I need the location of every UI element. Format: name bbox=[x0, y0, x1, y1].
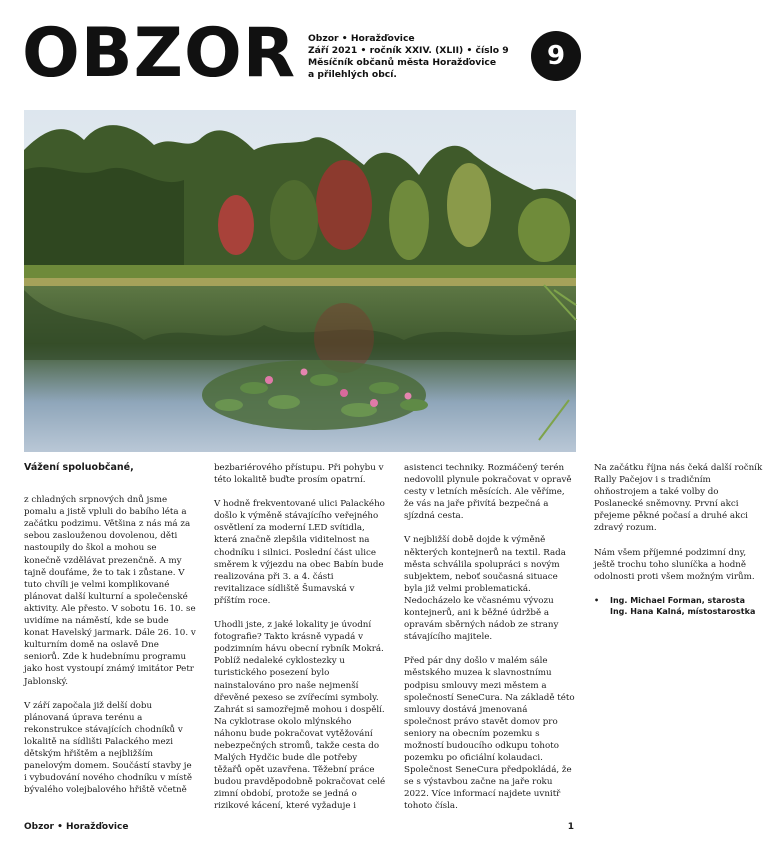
article-paragraph: z chladných srpnových dnů jsme pomalu a jistě vpluli do babího léta a začátku podzimu. Většina z nás má za sebou zaslouženou dovolenou, děti nastoupily do škol a mohou se konečně vzdělávat prezenčně. A my tajně doufáme, že to tak i zůstane. V tuto chvíli je velmi komplikované plánovat další kulturní a společenské aktivity. Ale přesto. V sobotu 16. 10. se uvidíme na náměstí, kde se bude konat Havelský jarmark. Dále 26. 10. v kulturním domě na oslavě Dne seniorů. Zde k hudebnímu programu jako host vystoupí známý imitátor Petr Jablonský. bbox=[24, 495, 196, 687]
masthead-title: OBZOR bbox=[22, 14, 297, 93]
masthead-description: Měsíčník občanů města Horažďovice bbox=[308, 57, 497, 68]
masthead-description-cont: a přilehlých obcí. bbox=[308, 69, 397, 80]
footer-page-number: 1 bbox=[567, 822, 574, 832]
article-paragraph: Před pár dny došlo v malém sále městského muzea k slavnostnímu podpisu smlouvy mezi městem a společností SeneCura. Na základě této smlouvy dostává jmenovaná společnost právo stavět domov pro seniory na obecním pozemku s možností budoucího odkupu tohoto pozemku po oficiální kolaudaci. Společnost SeneCura předpokládá, že se s výstavbou začne na jaře roku 2022. Více informací najdete uvnitř tohoto čísla. bbox=[404, 656, 575, 812]
article-paragraph: Uhodli jste, z jaké lokality je úvodní fotografie? Takto krásně vypadá v podzimním hávu obecní rybník Mokrá. Poblíž nedaleké cyklostezky u turistického posezení bylo nainstalováno pro naše nejmenší dřevěné pexeso se zvířecími symboly. Zahrát si samozřejmě mohou i dospělí. Na cyklotrase okolo mlýnského náhonu bude pokračovat vytěžování nebezpečných stromů, takže cesta do Malých Hydčic bude dle potřeby těžařů opět uzavřena. Těžební práce budou pravděpodobně pokračovat celé zimní období, protože se jedná o rizikové kácení, které vyžaduje i asistenci techniky. Rozmáčený terén nedovolil plynule pokračovat v opravě cesty v letních měsících. Ale věříme, že vás na jaře přivítá bezpečná a sjízdná cesta. bbox=[214, 463, 572, 812]
editorial-article bbox=[24, 462, 763, 817]
cover-photo-pond bbox=[24, 110, 576, 452]
article-paragraph: V hodně frekventované ulici Palackého došlo k výměně stávajícího veřejného osvětlení za moderní LED svítidla, která značně zlepšila viditelnost na chodníku i silnici. Poslední část ulice směrem k výjezdu na obec Babín bude realizována při 3. a 4. části revitalizace sídliště Šumavská v příštím roce. bbox=[214, 499, 385, 606]
article-paragraph: V září započala již delší dobu plánovaná úprava terénu a rekonstrukce stávajících chodníků v lokalitě na sídlišti Palackého mezi dětským hřištěm a nejbližším panelovým domem. Součástí stavby je i vybudování nového chodníku v místě bývalého volejbalového hřiště včetně bezbariérového přístupu. Při pohybu v této lokalitě buďte prosím opatrní. bbox=[24, 463, 384, 796]
signature-bullet: • bbox=[594, 595, 600, 605]
article-paragraph: Nám všem příjemné podzimní dny, ještě trochu toho sluníčka a hodně odolnosti proti všem možným virům. bbox=[594, 547, 755, 582]
masthead-info bbox=[308, 33, 518, 81]
article-signature bbox=[594, 595, 766, 617]
signature-deputy-mayor: Ing. Hana Kalná, místostarostka bbox=[610, 606, 756, 616]
masthead-issue-date: Září 2021 • ročník XXIV. (XLII) • číslo 9 bbox=[308, 45, 509, 56]
signature-mayor: Ing. Michael Forman, starosta bbox=[610, 595, 745, 605]
article-paragraph: V nejbližší době dojde k výměně některých kontejnerů na textil. Rada města schválila spolupráci s novým subjektem, neboť současná situace byla již velmi problematická. Nedocházelo ke včasnému vývozu kontejnerů, ani k běžné údržbě a opravám sběrných nádob ze strany stávajícího majitele. bbox=[404, 535, 566, 643]
issue-number-badge: 9 bbox=[531, 31, 581, 81]
footer-publication: Obzor • Horažďovice bbox=[24, 822, 129, 832]
masthead-publication: Obzor • Horažďovice bbox=[308, 33, 415, 44]
article-salutation: Vážení spoluobčané, bbox=[24, 462, 134, 473]
article-paragraph: Na začátku října nás čeká další ročník Rally Pačejov i s tradičním ohňostrojem a také volby do Poslanecké sněmovny. První akci přejeme pěkné počasí a druhé akci zdravý rozum. bbox=[594, 463, 763, 534]
